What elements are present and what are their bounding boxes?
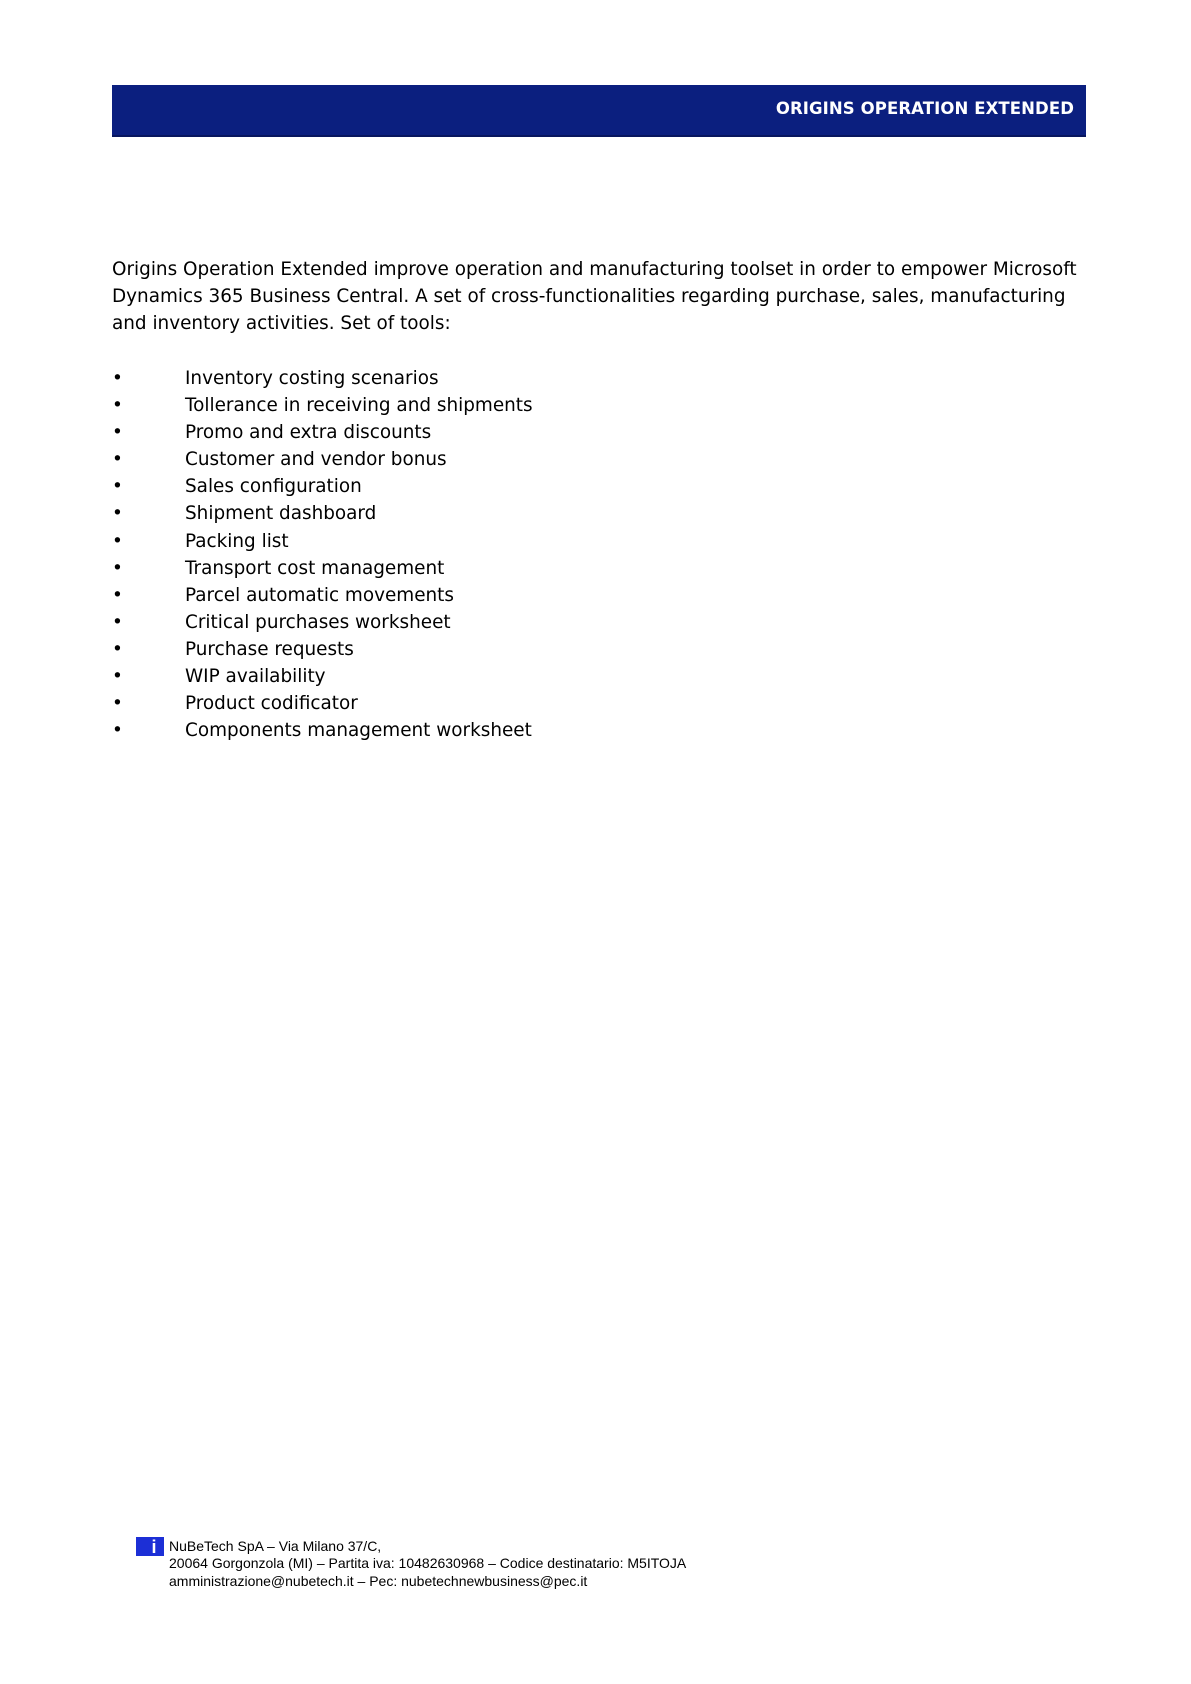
footer-email-line: amministrazione@nubetech.it – Pec: nubetechnewbusiness@pec.it [169, 1572, 588, 1589]
footer-company-line: NuBeTech SpA – Via Milano 37/C, [169, 1538, 382, 1554]
bullet-icon: • [112, 422, 123, 444]
list-item-label: Inventory costing scenarios [185, 368, 439, 389]
list-item-label: Critical purchases worksheet [185, 611, 451, 633]
list-item-label: Transport cost management [185, 557, 445, 579]
bullet-icon: • [112, 449, 123, 471]
bullet-icon: • [112, 557, 123, 579]
footer-address [169, 1538, 686, 1590]
footer-tax-line: 20064 Gorgonzola (MI) – Partita iva: 10482630968 – Codice destinatario: M5ITOJA [169, 1555, 687, 1572]
bullet-icon: • [112, 638, 123, 660]
list-item-label: WIP availability [185, 666, 326, 688]
bullet-icon: • [112, 611, 123, 633]
list-item-label: Shipment dashboard [185, 503, 377, 525]
svg-text:i: i [151, 1537, 157, 1556]
document-title: ORIGINS OPERATION EXTENDED [775, 99, 1074, 118]
list-item-label: Purchase requests [185, 638, 354, 660]
bullet-icon: • [112, 693, 123, 715]
bullet-icon: • [112, 395, 123, 417]
bullet-icon: • [112, 720, 123, 742]
list-item-label: Components management worksheet [185, 720, 532, 742]
intro-paragraph: Origins Operation Extended improve operation and manufacturing toolset in order to empower Microsoft Dynamics 365 Business Central. A set of cross-functionalities regarding purchase, sales, manufacturing and inventory activities. Set of tools: [112, 259, 1077, 335]
bullet-icon: • [112, 666, 123, 688]
bullet-icon: • [112, 584, 123, 606]
list-item-label: Customer and vendor bonus [185, 449, 447, 471]
list-item-label: Sales configuration [185, 476, 362, 498]
list-item-label: Tollerance in receiving and shipments [185, 395, 533, 417]
bullet-icon: • [112, 368, 123, 389]
bullet-icon: • [112, 503, 123, 525]
info-logo-icon [136, 1537, 164, 1556]
list-item-label: Packing list [185, 530, 289, 552]
list-item-label: Product codificator [185, 693, 358, 715]
list-item-label: Promo and extra discounts [185, 422, 432, 444]
list-item-label: Parcel automatic movements [185, 584, 454, 606]
bullet-icon: • [112, 476, 123, 498]
bullet-icon: • [112, 530, 123, 552]
header-bar [112, 85, 1086, 137]
